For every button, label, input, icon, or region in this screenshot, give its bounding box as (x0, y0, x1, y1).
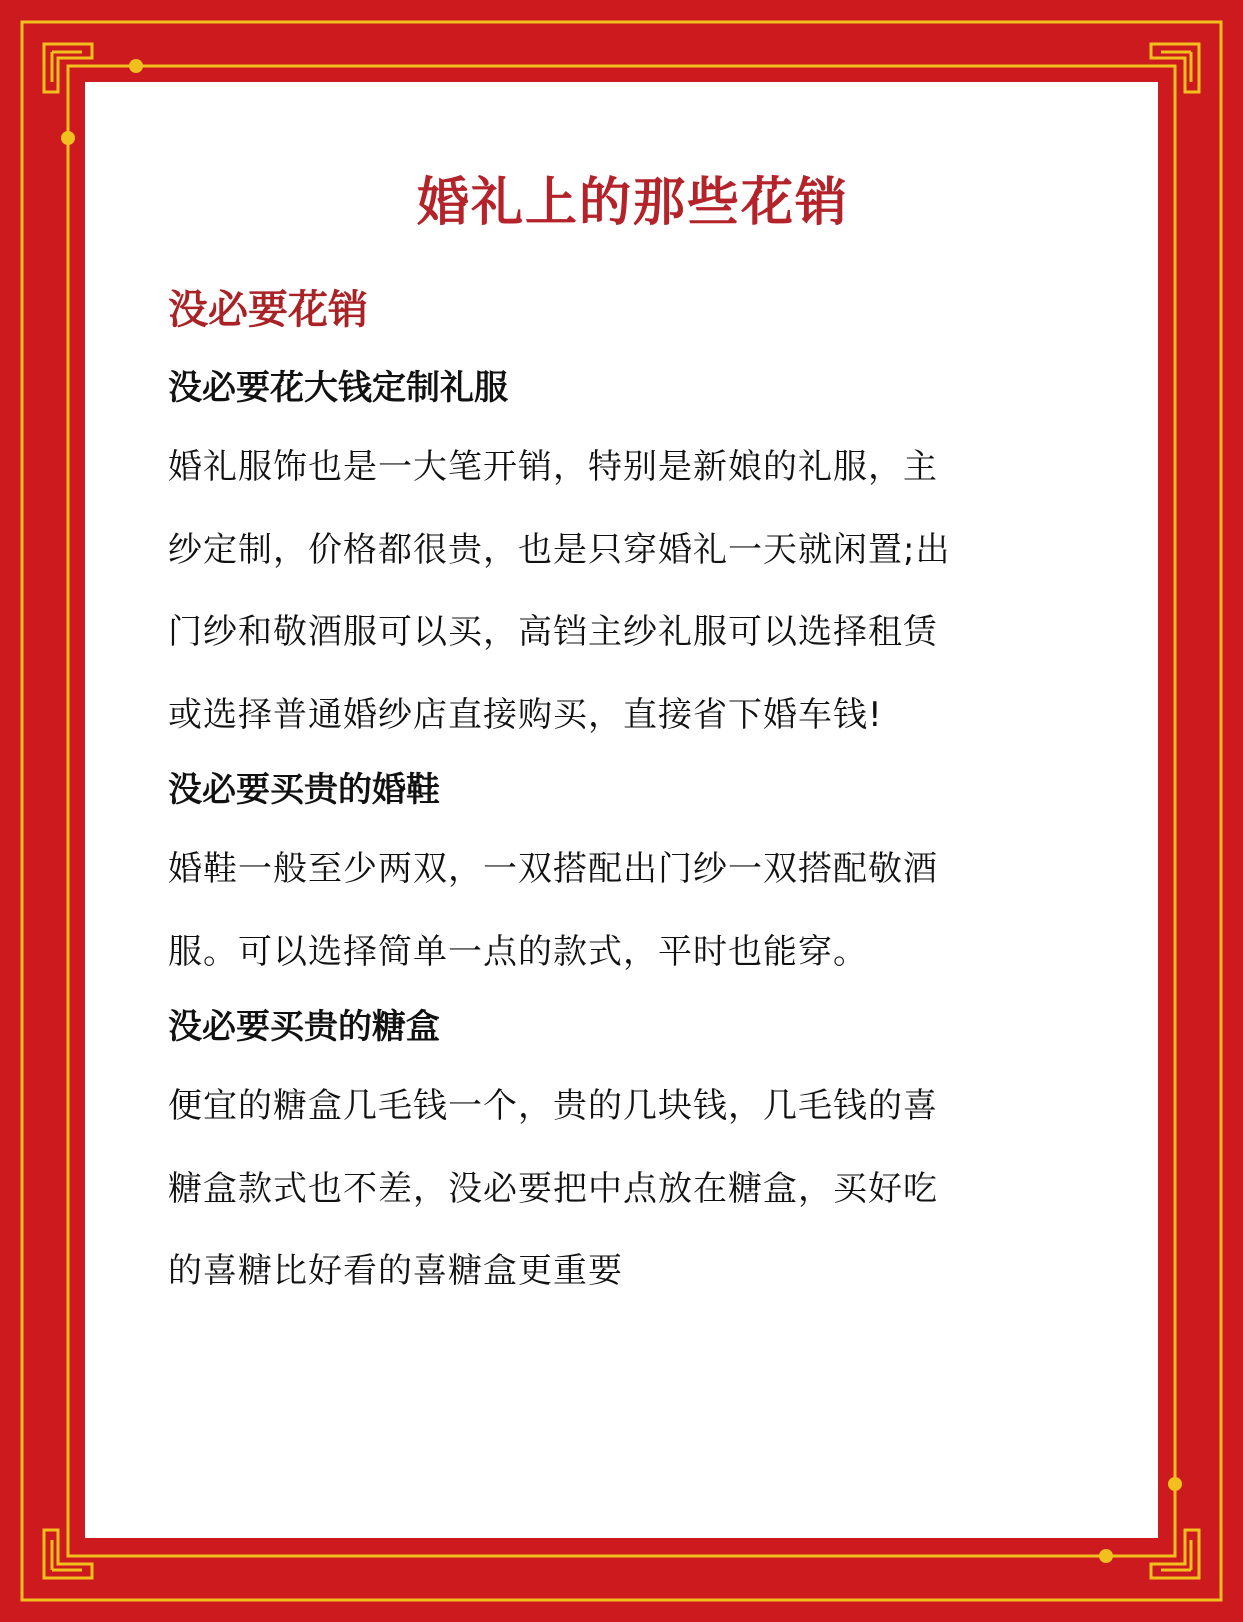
paragraph-line: 纱定制，价格都很贵，也是只穿婚礼一天就闲置;出 (168, 529, 951, 570)
paragraph-line: 服。可以选择简单一点的款式，平时也能穿。 (168, 931, 868, 972)
item-paragraph (168, 828, 1108, 993)
paragraph-line: 便宜的糖盒几毛钱一个，贵的几块钱，几毛钱的喜 (168, 1086, 938, 1126)
item-subtitle: 没必要买贵的糖盒 (168, 1007, 440, 1047)
item-paragraph (168, 426, 1108, 756)
item-subtitle: 没必要买贵的婚鞋 (168, 770, 440, 810)
paragraph-line: 婚鞋一般至少两双，一双搭配出门纱一双搭配敬酒 (168, 849, 938, 889)
paragraph-line: 门纱和敬酒服可以买，高铛主纱礼服可以选择租赁 (168, 612, 938, 652)
item-paragraph (168, 1065, 1108, 1313)
paragraph-line: 婚礼服饰也是一大笔开销，特别是新娘的礼服，主 (168, 447, 938, 487)
item-subtitle: 没必要花大钱定制礼服 (168, 368, 508, 408)
paragraph-line: 的喜糖比好看的喜糖盒更重要 (168, 1251, 623, 1291)
article (168, 160, 1108, 1315)
page-title: 婚礼上的那些花销 (416, 173, 849, 233)
paragraph-line: 或选择普通婚纱店直接购买，直接省下婚车钱! (168, 694, 883, 735)
paragraph-line: 糖盒款式也不差，没必要把中点放在糖盒，买好吃 (168, 1168, 938, 1209)
section-heading: 没必要花销 (168, 287, 368, 333)
